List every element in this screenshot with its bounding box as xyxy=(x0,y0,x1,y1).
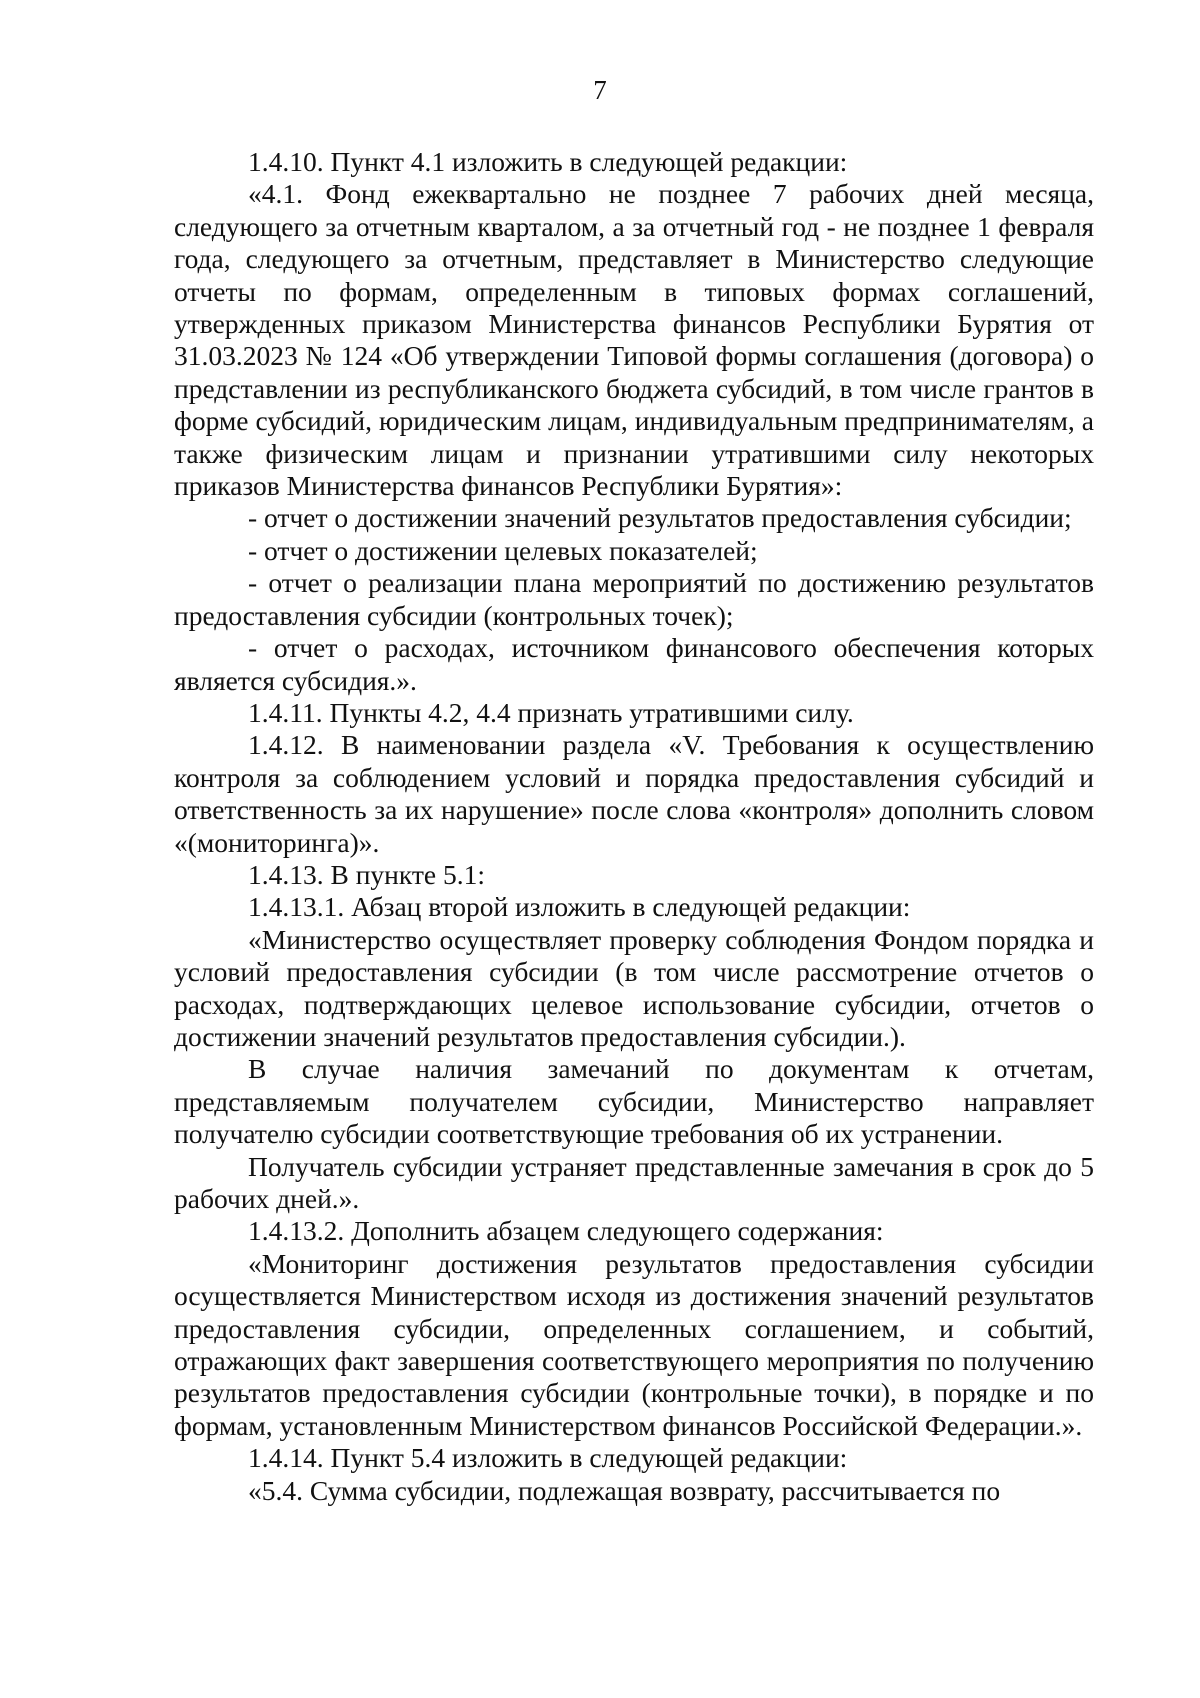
paragraph-5-4-text: «5.4. Сумма субсидии, подлежащая возврату, рассчитывается по xyxy=(248,1474,1001,1506)
paragraph-recipient-fix: Получатель субсидии устраняет представленные замечания в срок до 5 рабочих дней.». xyxy=(174,1150,1094,1214)
paragraph-1-4-13-2: 1.4.13.2. Дополнить абзацем следующего содержания: xyxy=(248,1215,884,1247)
paragraph-remarks: В случае наличия замечаний по документам к отчетам, представляемым получателем субсидии, Министерство направляет получателю субсидии соответствующие требования об их устранении. xyxy=(174,1053,1094,1150)
list-item-report-targets: - отчет о достижении целевых показателей; xyxy=(248,534,758,566)
paragraph-1-4-13-1: 1.4.13.1. Абзац второй изложить в следующей редакции: xyxy=(248,891,911,923)
list-item-report-results: - отчет о достижении значений результатов предоставления субсидии; xyxy=(248,502,1072,534)
paragraph-4-1-text: «4.1. Фонд ежеквартально не позднее 7 рабочих дней месяца, следующего за отчетным кварталом, а за отчетный год - не позднее 1 февраля года, следующего за отчетным, представляет в Министерство следующие отчеты по формам, определенным в типовых формах соглашений, утвержденных приказом Министерства финансов Республики Бурятия от 31.03.2023 № 124 «Об утверждении Типовой формы соглашения (договора) о представлении из республиканского бюджета субсидий, в том числе грантов в форме субсидий, юридическим лицам, индивидуальным предпринимателям, а также физическим лицам и признании утратившими силу некоторых приказов Министерства финансов Республики Бурятия»: xyxy=(174,178,1094,502)
page-number: 7 xyxy=(593,75,607,105)
paragraph-1-4-14: 1.4.14. Пункт 5.4 изложить в следующей редакции: xyxy=(248,1442,848,1474)
paragraph-1-4-13: 1.4.13. В пункте 5.1: xyxy=(248,858,486,890)
paragraph-1-4-12: 1.4.12. В наименовании раздела «V. Требования к осуществлению контроля за соблюдением условий и порядка предоставления субсидий и ответственность за их нарушение» после слова «контроля» дополнить словом «(мониторинга)». xyxy=(174,729,1094,858)
paragraph-ministry-check: «Министерство осуществляет проверку соблюдения Фондом порядка и условий предоставления субсидии (в том числе рассмотрение отчетов о расходах, подтверждающих целевое использование субсидии, отчетов о достижении значений результатов предоставления субсидии.). xyxy=(174,923,1094,1052)
paragraph-1-4-11: 1.4.11. Пункты 4.2, 4.4 признать утратившими силу. xyxy=(248,696,854,728)
paragraph-1-4-10: 1.4.10. Пункт 4.1 изложить в следующей редакции: xyxy=(248,146,848,177)
document-body xyxy=(174,146,1094,1507)
list-item-report-plan: - отчет о реализации плана мероприятий по достижению результатов предоставления субсидии (контрольных точек); xyxy=(174,567,1094,631)
paragraph-monitoring: «Мониторинг достижения результатов предоставления субсидии осуществляется Министерством исходя из достижения значений результатов предоставления субсидии, определенных соглашением, и событий, отражающих факт завершения соответствующего мероприятия по получению результатов предоставления субсидии (контрольные точки), в порядке и по формам, установленным Министерством финансов Российской Федерации.». xyxy=(174,1247,1094,1441)
list-item-report-expenses: - отчет о расходах, источником финансового обеспечения которых является субсидия.». xyxy=(174,632,1094,696)
